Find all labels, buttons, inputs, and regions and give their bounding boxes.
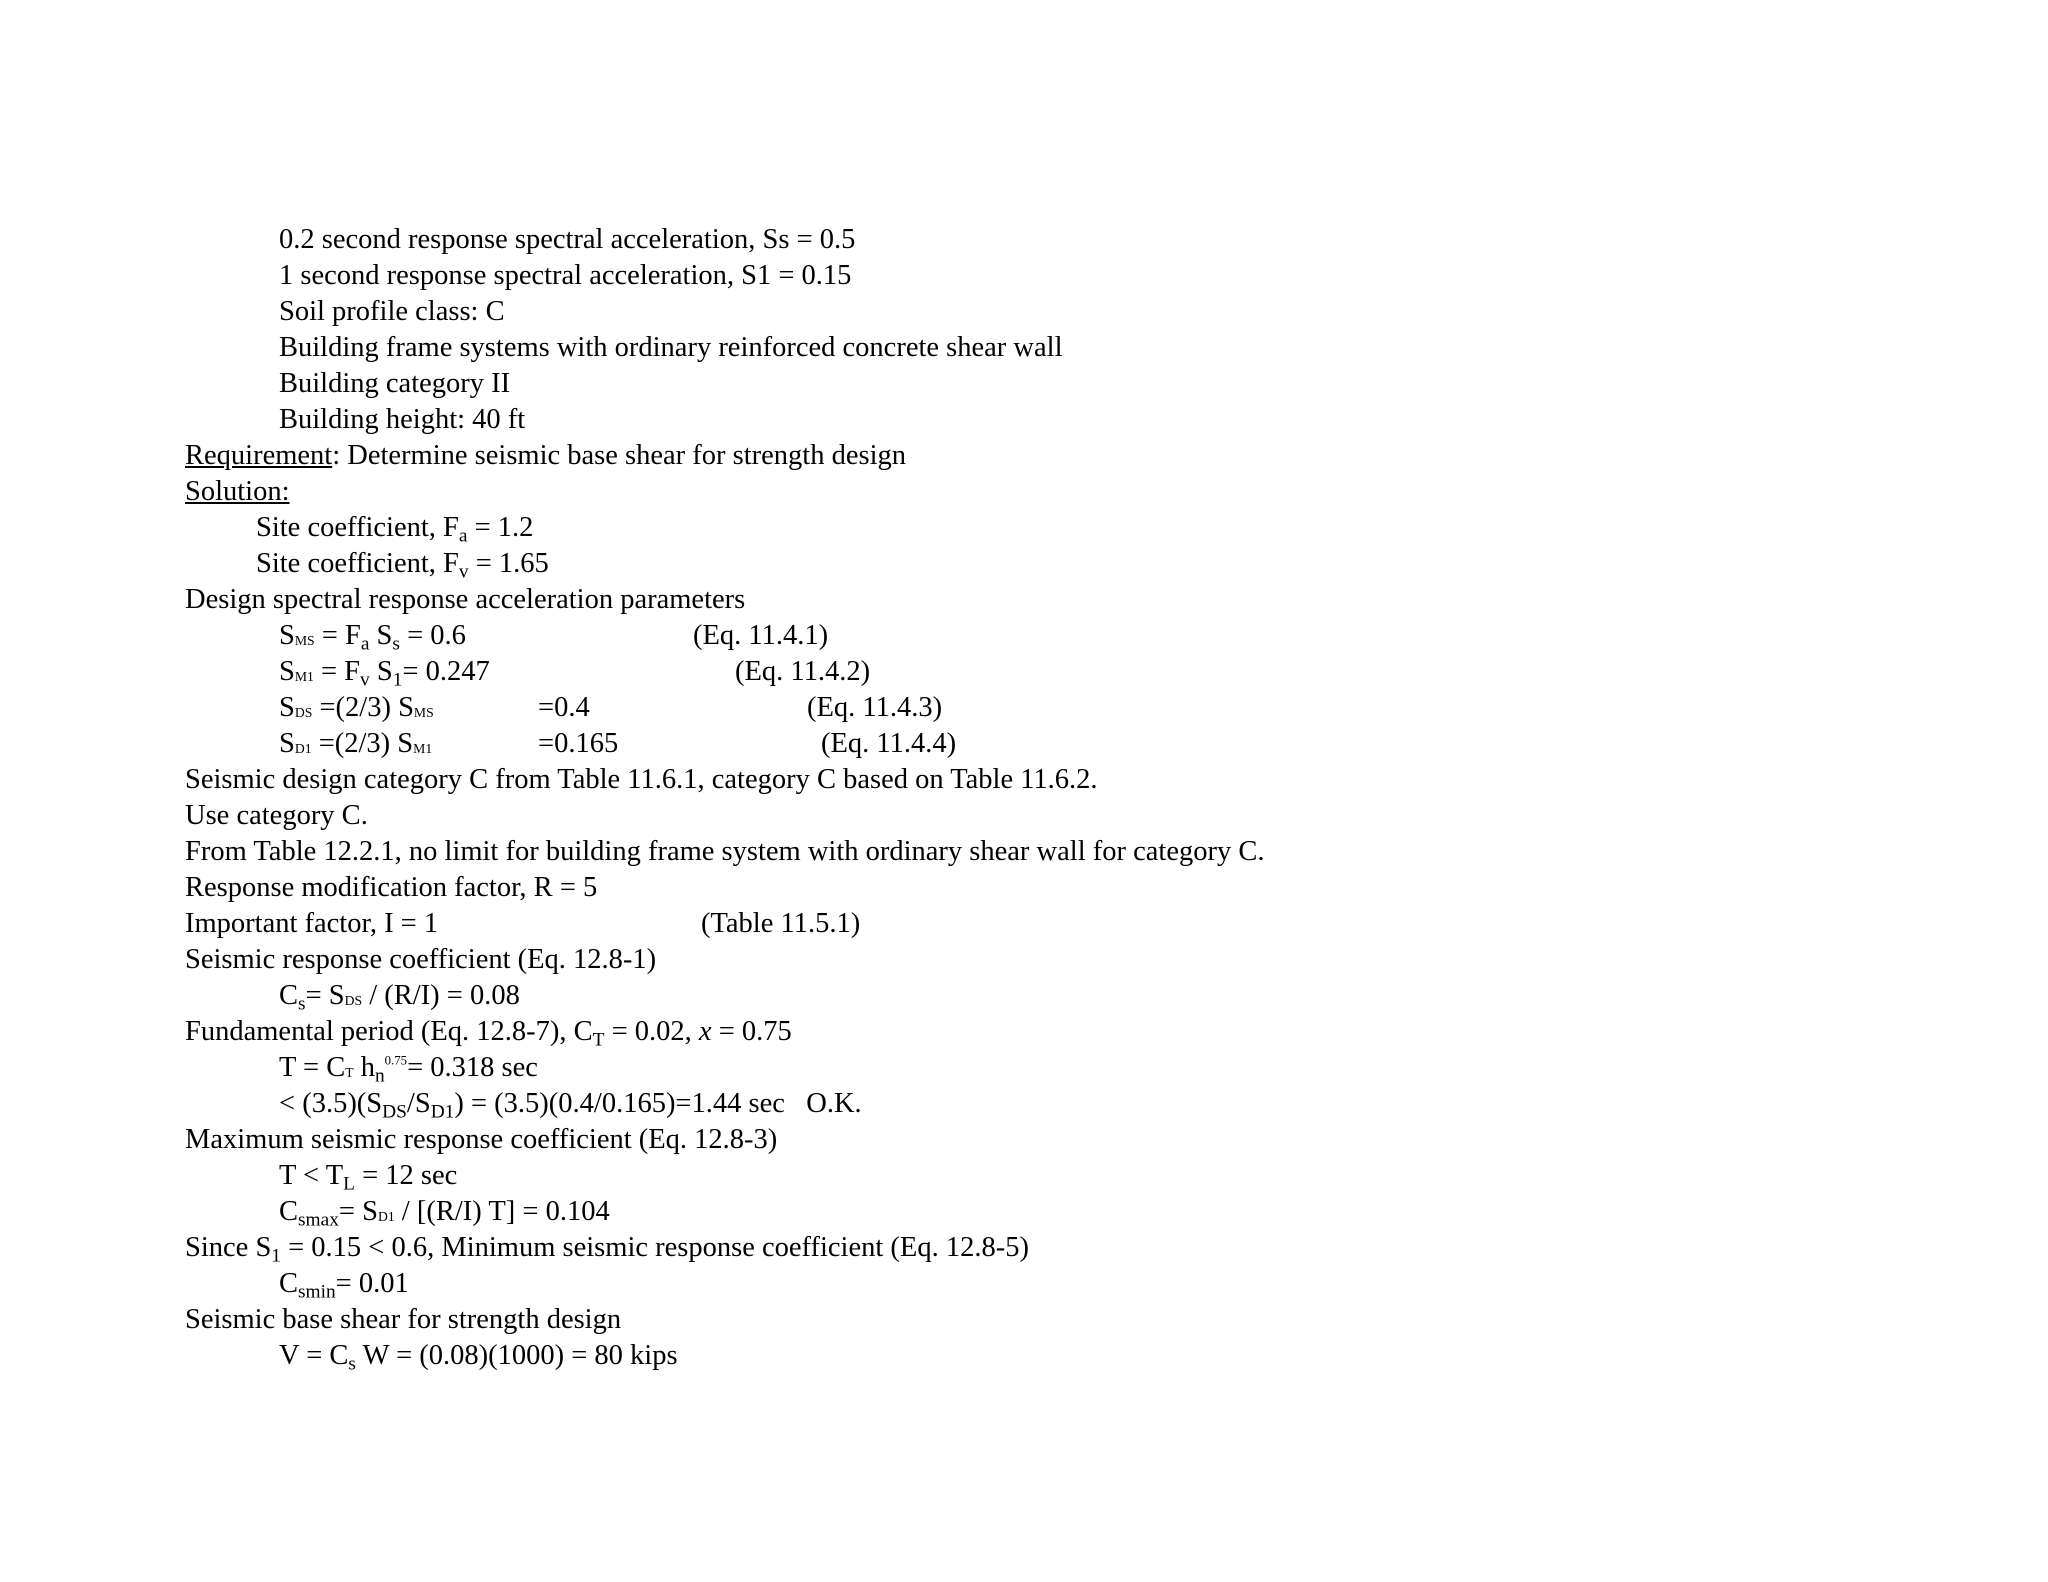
fa-value: = 1.2 [467,512,534,543]
sds-value: =0.4 [538,692,590,723]
sd1-s: S [279,728,295,759]
ss-line: 0.2 second response spectral acceleration, Ss = 0.5 [279,224,856,255]
t-exp: 0.75 [384,1053,408,1068]
sms-eq-f: = F [314,620,361,651]
site-coefficient-fv [256,546,549,582]
fv-text: Site coefficient, F [256,548,459,579]
sd1-formula [279,726,432,767]
chk-sd1-sub: D1 [430,1101,455,1123]
sms-fa-sub: a [360,633,370,655]
csmin-formula [279,1266,409,1302]
t-value: = 0.318 sec [407,1052,538,1083]
max-seismic-response-line: Maximum seismic response coefficient (Eq. 12.8-3) [185,1124,778,1155]
tl-a: T < T [279,1160,344,1191]
sm1-formula [279,654,490,695]
cs-eq-s: = S [305,980,345,1011]
sms-s2: S [369,620,393,651]
sd1-sc2: M1 [413,741,433,757]
site-coefficient-fa [256,510,533,546]
t-hn-sub: n [374,1065,385,1087]
frame-system-line: Building frame systems with ordinary reinforced concrete shear wall [279,332,1063,363]
response-modification-line: Response modification factor, R = 5 [185,872,598,903]
cs-formula [279,978,520,1019]
sdc-line: Seismic design category C from Table 11.6.1, category C based on Table 11.6.2. [185,764,1098,795]
fp-x-value: = 0.75 [711,1016,792,1047]
sms-sc: MS [294,633,315,649]
period-check-line [279,1086,862,1122]
csmax-value: / [(R/I) T] = 0.104 [394,1196,610,1227]
requirement-text: : Determine seismic base shear for strength design [332,440,907,471]
sm1-value: = 0.247 [402,656,490,687]
solution-label: Solution: [185,476,290,507]
v-cs-sub: s [348,1353,356,1375]
fp-ct-sub: T [592,1029,605,1051]
sm1-eq-ref: (Eq. 11.4.2) [735,656,871,687]
tl-sub: L [343,1173,355,1195]
sds-sc2: MS [413,705,434,721]
tl-line [279,1158,457,1194]
tl-value: = 12 sec [354,1160,458,1191]
t-ct-sc: T [345,1065,354,1081]
sm1-sc: M1 [294,669,314,685]
fundamental-period-line [185,1014,792,1050]
csmax-formula [279,1194,610,1235]
base-shear-heading: Seismic base shear for strength design [185,1304,622,1335]
since-s1-line [185,1230,1029,1266]
sms-eq-ref: (Eq. 11.4.1) [693,620,829,651]
since-sub: 1 [271,1245,281,1267]
requirement-line [185,438,906,474]
sms-formula [279,618,466,659]
cs-sub: s [298,993,306,1015]
t-h: h [353,1052,375,1083]
sms-s: S [279,620,295,651]
csmax-eq-s: = S [338,1196,378,1227]
requirement-label: Requirement [185,440,333,471]
sms-ss-sub: s [392,633,400,655]
csmax-sub: smax [298,1209,339,1231]
design-params-heading: Design spectral response acceleration parameters [185,584,746,615]
chk-a: < (3.5)(S [279,1088,383,1119]
sd1-sc: D1 [294,741,312,757]
fv-sub: v [458,561,469,583]
period-formula [279,1050,538,1091]
cs-c: C [279,980,299,1011]
sm1-eq-f: = F [313,656,361,687]
solution-heading [185,474,290,510]
sm1-s2: S [369,656,393,687]
sds-s: S [279,692,295,723]
chk-c: /S [406,1088,431,1119]
fv-value: = 1.65 [468,548,549,579]
fa-text: Site coefficient, F [256,512,459,543]
chk-value: ) = (3.5)(0.4/0.165)=1.44 sec O.K. [454,1088,862,1119]
building-category-line: Building category II [279,368,511,399]
since-a: Since S [185,1232,272,1263]
sd1-expr: =(2/3) S [311,728,414,759]
soil-class-line: Soil profile class: C [279,296,505,327]
cs-sc: DS [344,993,363,1009]
building-height-line: Building height: 40 ft [279,404,526,435]
csmax-sc: D1 [377,1209,395,1225]
csmax-c: C [279,1196,299,1227]
sms-value: = 0.6 [399,620,466,651]
fp-x: x [698,1016,712,1047]
since-text: = 0.15 < 0.6, Minimum seismic response coefficient (Eq. 12.8-5) [280,1232,1029,1263]
importance-factor-line: Important factor, I = 1 [185,908,439,939]
sd1-eq-ref: (Eq. 11.4.4) [821,728,957,759]
s1-line: 1 second response spectral acceleration, S1 = 0.15 [279,260,852,291]
cs-value: / (R/I) = 0.08 [362,980,520,1011]
fp-ct-value: = 0.02, [604,1016,699,1047]
csmin-value: = 0.01 [335,1268,409,1299]
sds-sc: DS [294,705,313,721]
v-a: V = C [279,1340,349,1371]
chk-sds-sub: DS [382,1101,407,1123]
sm1-s: S [279,656,295,687]
t-eq-c: T = C [279,1052,346,1083]
table-1221-line: From Table 12.2.1, no limit for building frame system with ordinary shear wall for category C. [185,836,1265,867]
csmin-c: C [279,1268,299,1299]
sds-eq-ref: (Eq. 11.4.3) [807,692,943,723]
sm1-s1-sub: 1 [392,669,403,691]
v-value: W = (0.08)(1000) = 80 kips [355,1340,678,1371]
importance-table-ref: (Table 11.5.1) [701,908,861,939]
fp-text: Fundamental period (Eq. 12.8-7), C [185,1016,593,1047]
seismic-response-coefficient-line: Seismic response coefficient (Eq. 12.8-1) [185,944,657,975]
sds-expr: =(2/3) S [312,692,414,723]
use-category-line: Use category C. [185,800,368,831]
fa-sub: a [458,525,468,547]
csmin-sub: smin [298,1281,336,1303]
sds-formula [279,690,434,731]
sd1-value: =0.165 [538,728,619,759]
base-shear-formula [279,1338,678,1374]
sm1-fv-sub: v [360,669,370,691]
